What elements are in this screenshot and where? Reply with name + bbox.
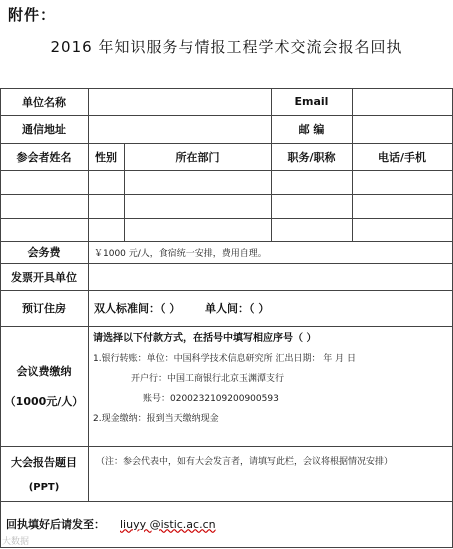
payment-account: 账号：0200232109200900593 xyxy=(143,394,279,404)
fee-text: ￥1000 元/人，食宿统一安排，费用自理。 xyxy=(94,248,267,259)
return-email-text: liuyy @istic.ac.cn xyxy=(120,517,216,531)
form-title: 2016 年知识服务与情报工程学术交流会报名回执 xyxy=(50,38,403,56)
unit-name-label: 单位名称 xyxy=(22,95,66,109)
col-title-header: 职务/职称 xyxy=(287,150,336,164)
email-label: Email xyxy=(294,95,329,108)
email-field[interactable] xyxy=(353,89,452,115)
payment-instruction: 请选择以下付款方式，在括号中填写相应序号（ ） xyxy=(93,333,317,344)
lodging-single[interactable]: 单人间：（ ） xyxy=(205,302,270,315)
lodging-label: 预订住房 xyxy=(22,302,66,315)
col-name-header: 参会者姓名 xyxy=(16,150,72,164)
lodging-double[interactable]: 双人标准间：（ ） xyxy=(94,302,181,315)
report-label: 大会报告题目 xyxy=(11,456,77,469)
postcode-label: 邮 编 xyxy=(298,123,325,136)
col-gender-header: 性别 xyxy=(95,150,117,164)
postcode-field[interactable] xyxy=(353,116,452,143)
fee-label: 会务费 xyxy=(27,246,61,259)
report-label-block xyxy=(0,446,88,501)
attendee-row[interactable] xyxy=(1,171,452,194)
unit-name-field[interactable] xyxy=(89,89,270,115)
attendee-row[interactable] xyxy=(1,195,452,218)
report-sub: (PPT) xyxy=(28,482,60,493)
attachment-heading: 附件： xyxy=(8,6,57,24)
registration-table xyxy=(0,88,453,548)
return-label: 回执填好后请发至： xyxy=(6,518,105,531)
col-phone-header: 电话/手机 xyxy=(377,150,427,164)
payment-label-block xyxy=(0,326,88,446)
watermark: 大数据 xyxy=(2,537,30,547)
payment-amount: （1000元/人） xyxy=(4,395,84,408)
payment-label: 会议费缴纳 xyxy=(16,365,72,378)
report-note: （注：参会代表中，如有大会发言者，请填写此栏，会议将根据情况安排） xyxy=(96,457,394,467)
invoice-label: 发票开具单位 xyxy=(11,270,77,284)
payment-cash: 2.现金缴纳：报到当天缴纳现金 xyxy=(93,414,219,424)
payment-bank-name: 开户行：中国工商银行北京玉渊潭支行 xyxy=(131,374,285,384)
payment-bank-transfer: 1.银行转账：单位：中国科学技术信息研究所 汇出日期： 年 月 日 xyxy=(93,354,357,364)
return-email[interactable] xyxy=(120,501,320,547)
attendee-row[interactable] xyxy=(1,219,452,241)
payment-options xyxy=(93,328,449,444)
col-dept-header: 所在部门 xyxy=(175,150,220,164)
address-label: 通信地址 xyxy=(22,123,66,136)
invoice-field[interactable] xyxy=(89,264,452,290)
address-field[interactable] xyxy=(89,116,270,143)
